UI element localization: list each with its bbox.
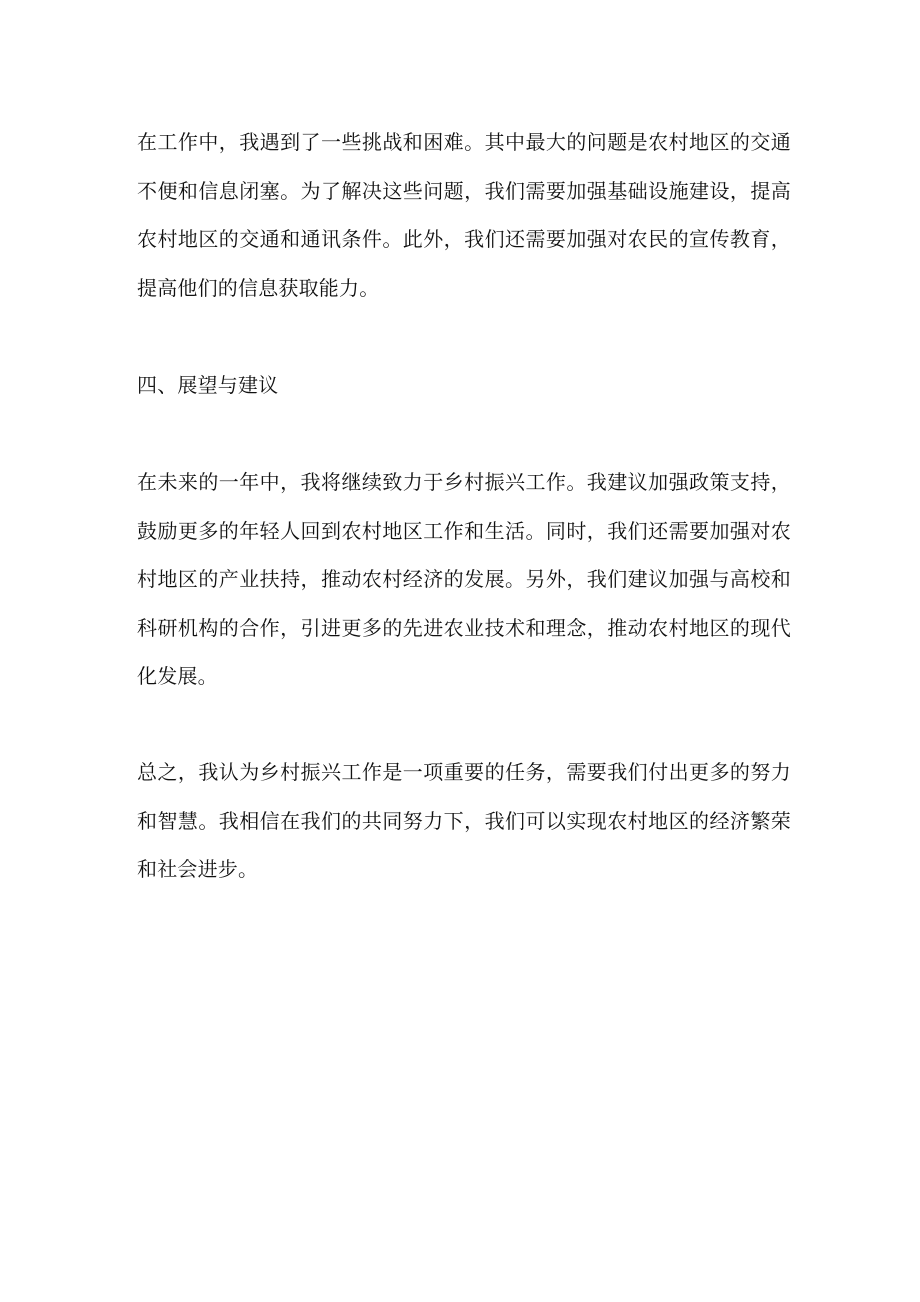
paragraph-conclusion: 总之，我认为乡村振兴工作是一项重要的任务，需要我们付出更多的努力和智慧。我相信在我们的共同努力下，我们可以实现农村地区的经济繁荣和社会进步。 [137, 760, 791, 881]
paragraph-suggestions: 在未来的一年中，我将继续致力于乡村振兴工作。我建议加强政策支持，鼓励更多的年轻人回到农村地区工作和生活。同时，我们还需要加强对农村地区的产业扶持，推动农村经济的发展。另外，我们建议加强与高校和科研机构的合作，引进更多的先进农业技术和理念，推动农村地区的现代化发展。 [137, 470, 791, 688]
section-heading-outlook: 四、展望与建议 [137, 373, 279, 397]
paragraph-challenges: 在工作中，我遇到了一些挑战和困难。其中最大的问题是农村地区的交通不便和信息闭塞。为了解决这些问题，我们需要加强基础设施建设，提高农村地区的交通和通讯条件。此外，我们还需要加强对农民的宣传教育，提高他们的信息获取能力。 [137, 130, 791, 300]
